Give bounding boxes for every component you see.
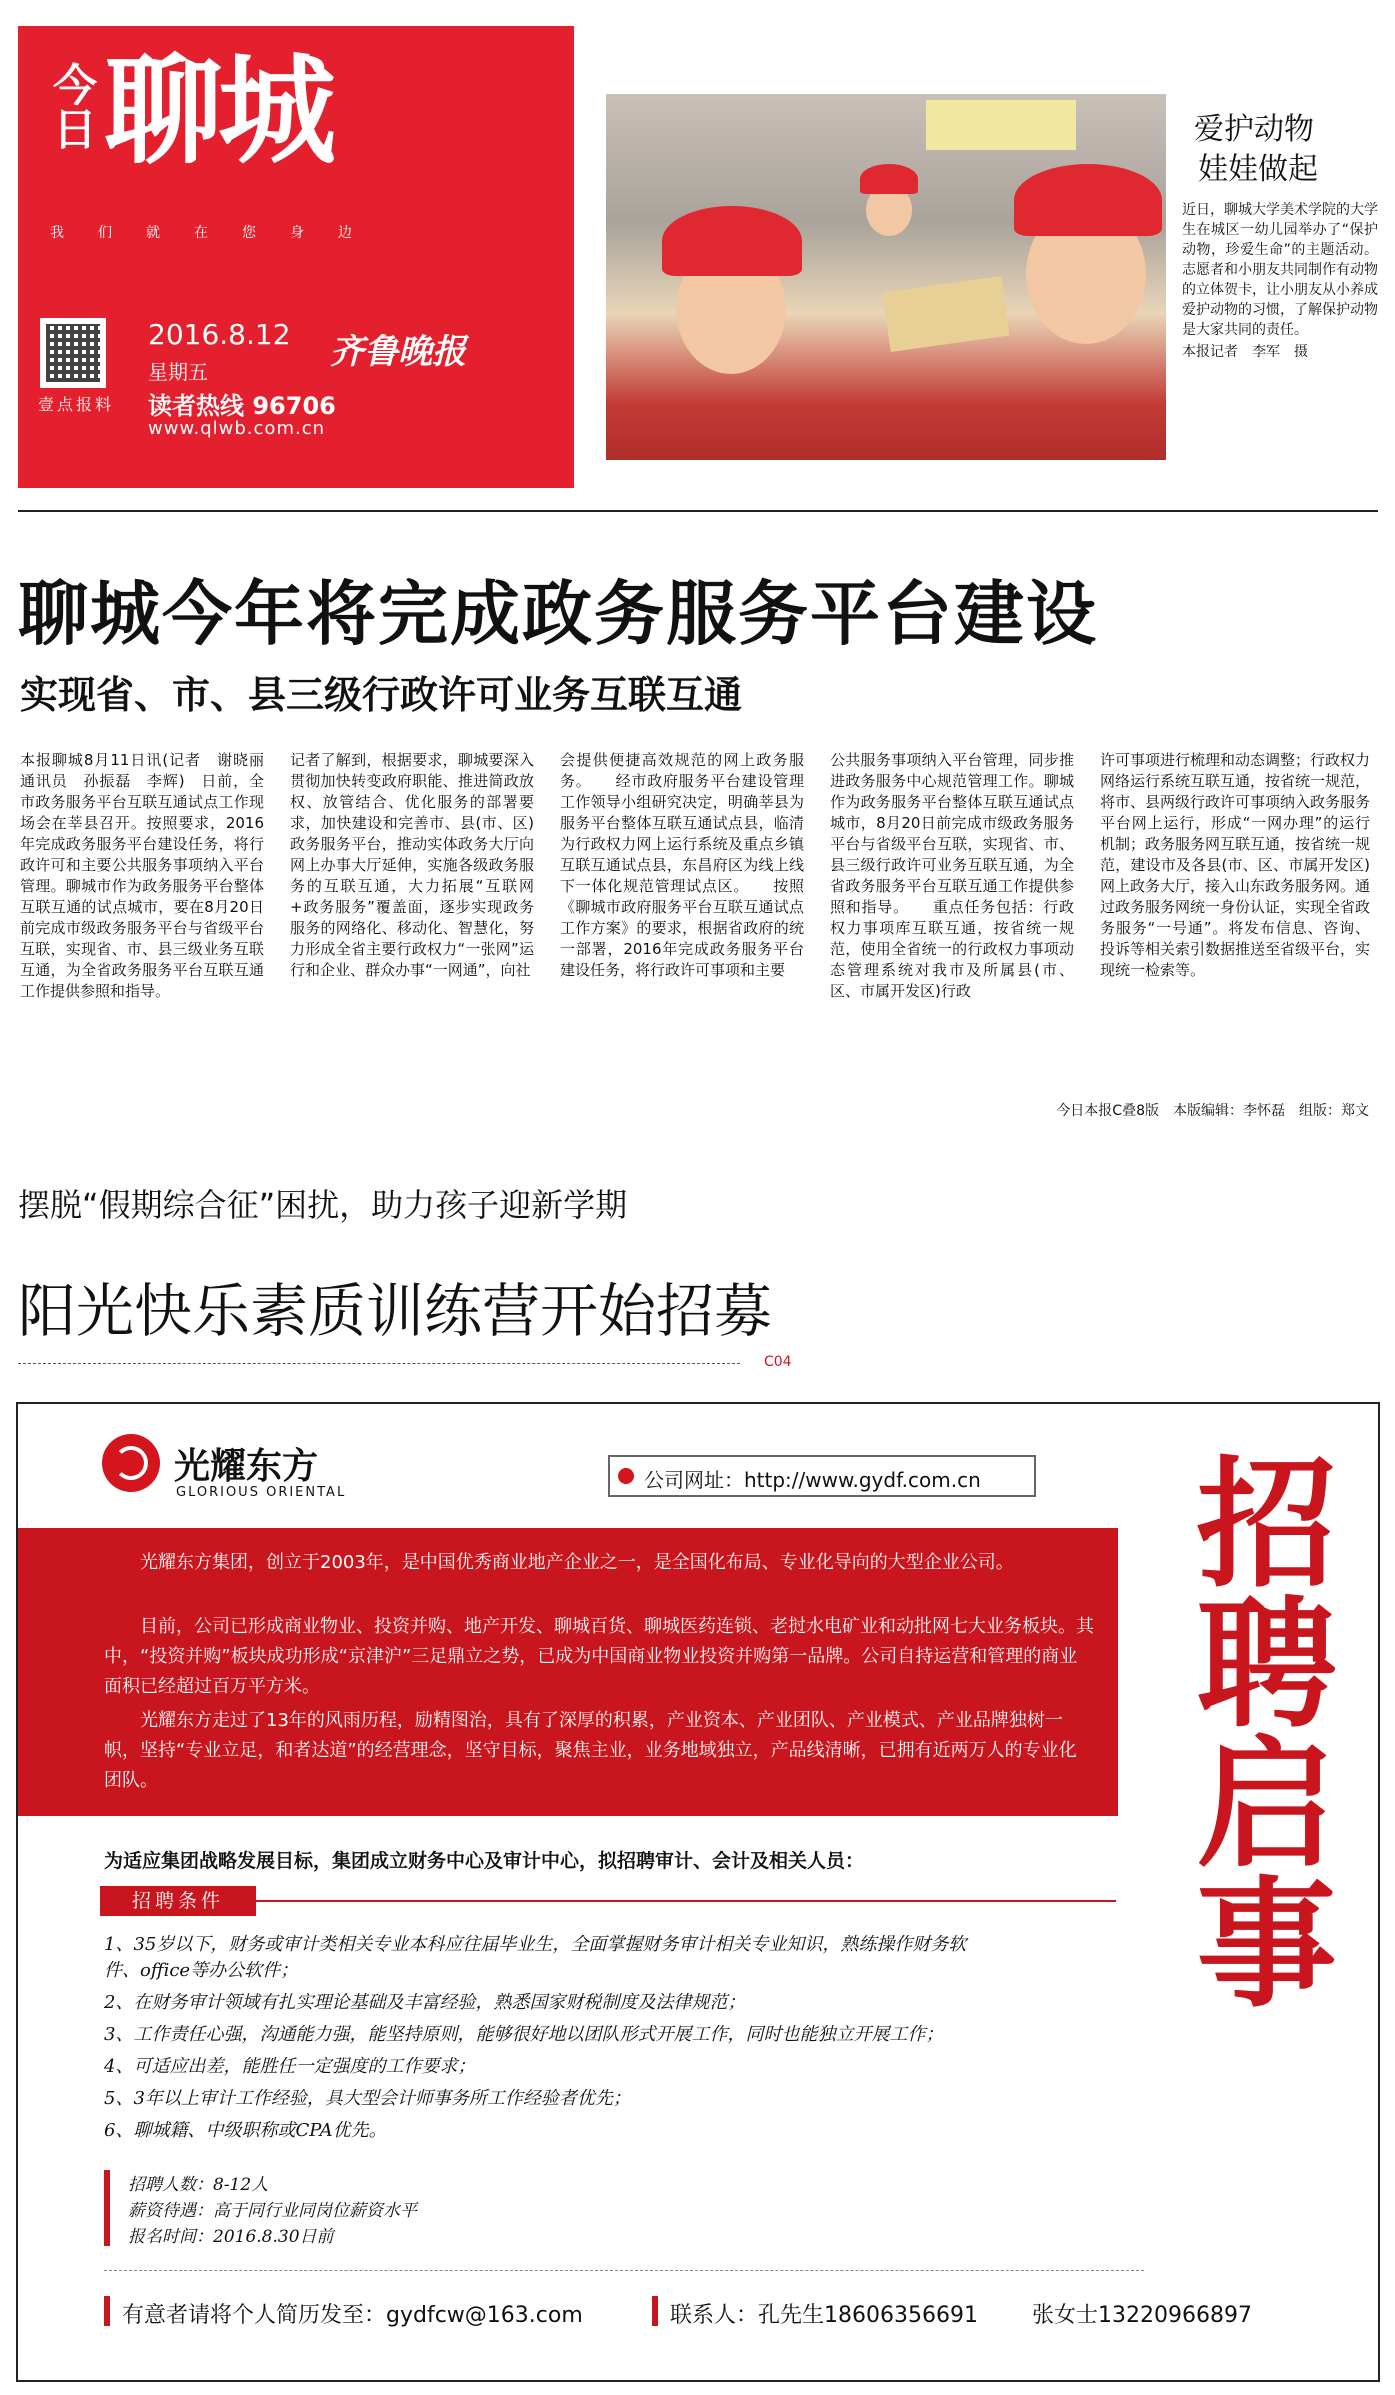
- news-photo: [606, 94, 1166, 460]
- company-name: 光耀东方: [174, 1446, 319, 1487]
- paper-name: 齐鲁晚报: [330, 332, 466, 372]
- company-name-en: GLORIOUS ORIENTAL: [176, 1485, 347, 1500]
- photo-caption-text: 近日，聊城大学美术学院的大学生在城区一幼儿园举办了“保护动物，珍爱生命”的主题活动。志愿者和小朋友共同制作有动物的立体贺卡，让小朋友从小养成爱护动物的习惯，了解保护动物是大家共同的责任。: [1182, 202, 1378, 338]
- teaser-rule: [18, 1363, 740, 1364]
- footer-bar: [104, 2296, 110, 2326]
- contact-phone-1[interactable]: 联系人：孔先生18606356691: [670, 2303, 978, 2328]
- footer-bar: [652, 2296, 658, 2326]
- contact-phone-2[interactable]: 张女士13220966897: [1032, 2303, 1252, 2328]
- url-bullet-icon: [618, 1468, 634, 1484]
- article-column-5: 许可事项进行梳理和动态调整；行政权力网络运行系统互联互通，按省统一规范，将市、县两级行政许可事项纳入政务服务平台网上运行，形成“一网办理”的运行机制；政务服务网互联互通，按省统一规范，建设市及各县(市、区、市属开发区)网上政务大厅，接入山东政务服务网。通过政务服务网统一身份认证，实现全省政务服务“一号通”。将发布信息、咨询、投诉等相关索引数据推送至省级平台，实现统一检索等。: [1100, 751, 1371, 979]
- condition-item: 4、可适应出差，能胜任一定强度的工作要求；: [104, 2056, 476, 2077]
- paper-url[interactable]: www.qlwb.com.cn: [148, 418, 325, 439]
- summary-deadline: 报名时间：2016.8.30日前: [128, 2227, 334, 2247]
- article-column-4: 公共服务事项纳入平台管理，同步推进政务服务中心规范管理工作。聊城作为政务服务平台整体互联互通试点城市，8月20日前完成市级政务服务平台与省级平台互联，实现省、市、县三级行政许可业务互联互通，为全省政务服务平台互联互通工作提供参照和指导。 重点任务包括：行政权力事项库互联互通，按省统一规范，使用全省统一的行政权力事项动态管理系统对我市及所属县(市、区、市属开发区)行政: [830, 751, 1074, 1000]
- article-column-2: 记者了解到，根据要求，聊城要深入贯彻加快转变政府职能、推进简政放权、放管结合、优化服务的部署要求，加快建设和完善市、县(市、区)政务服务平台，推动实体政务大厅向网上办事大厅延伸，实施各级政务服务的互联互通，大力拓展“互联网+政务服务”覆盖面，逐步实现政务服务的网络化、移动化、智慧化，努力形成全省主要行政权力“一张网”运行和企业、群众办事“一网通”，向社: [290, 751, 534, 979]
- photo-title-line2: 娃娃做起: [1198, 152, 1318, 187]
- qr-caption: 壹点报料: [38, 395, 115, 414]
- lead-subhead: 实现省、市、县三级行政许可业务互联互通: [20, 673, 743, 717]
- condition-item: 1、35岁以下，财务或审计类相关专业本科应往届毕业生，全面掌握财务审计相关专业知识，熟练操作财务软件、office等办公软件；: [104, 1934, 967, 1981]
- red-cap: [662, 206, 802, 276]
- banner: [926, 100, 1076, 150]
- reader-hotline: 读者热线 96706: [148, 392, 336, 420]
- red-cap: [1014, 164, 1162, 236]
- condition-item: 5、3年以上审计工作经验，具大型会计师事务所工作经验者优先；: [104, 2088, 631, 2109]
- animal-card: [882, 276, 1009, 352]
- intro-paragraph: 目前，公司已形成商业物业、投资并购、地产开发、聊城百货、聊城医药连锁、老挝水电矿业和动批网七大业务板块。其中，“投资并购”板块成功形成“京津沪”三足鼎立之势，已成为中国商业物业投资并购第一品牌。公司自持运营和管理的商业面积已经超过百万平方米。: [104, 1616, 1094, 1697]
- issue-date: 2016.8.12: [148, 318, 291, 351]
- conditions-tag: 招聘条件: [100, 1886, 256, 1916]
- issue-weekday: 星期五: [148, 360, 208, 384]
- summary-salary: 薪资待遇：高于同行业同岗位薪资水平: [128, 2201, 417, 2221]
- lead-headline[interactable]: 聊城今年将完成政务服务平台建设: [18, 573, 1098, 655]
- footer-rule: [104, 2270, 1144, 2271]
- article-column-3: 会提供便捷高效规范的网上政务服务。 经市政府服务平台建设管理工作领导小组研究决定，明确莘县为服务平台整体互联互通试点县，临清为行政权力网上运行系统及重点乡镇互联互通试点县，东昌府区为线上线下一体化规范管理试点区。 按照《聊城市政府服务平台互联互通试点工作方案》的要求，根据省政府的统一部署，2016年完成政务服务平台建设任务，将行政许可事项和主要: [560, 751, 804, 979]
- teaser-page-ref[interactable]: C04: [764, 1354, 792, 1370]
- divider: [18, 510, 1378, 512]
- photo-credit: 本报记者 李军 摄: [1182, 344, 1308, 360]
- masthead-slogan: 我们就在您身边: [50, 225, 386, 241]
- condition-item: 6、聊城籍、中级职称或CPA优先。: [104, 2120, 387, 2141]
- apply-email[interactable]: 有意者请将个人简历发至：gydfcw@163.com: [122, 2303, 583, 2328]
- red-cap: [860, 164, 918, 194]
- photo-title: [1194, 110, 1318, 190]
- photo-title-line1: 爱护动物: [1194, 112, 1314, 147]
- photo-caption: [1182, 200, 1378, 362]
- intro-paragraph: 光耀东方走过了13年的风雨历程，励精图治，具有了深厚的积累，产业资本、产业团队、产业模式、产业品牌独树一帜，坚持“专业立足，和者达道”的经营理念，坚守目标，聚焦主业，业务地域独立，产品线清晰，已拥有近两万人的专业化团队。: [104, 1710, 1077, 1791]
- page-credit: 今日本报C叠8版 本版编辑：李怀磊 组版：郑文: [1056, 1103, 1369, 1119]
- ad-vertical-title: 招聘启事: [1173, 1450, 1337, 2010]
- teaser-title[interactable]: 阳光快乐素质训练营开始招募: [18, 1277, 773, 1345]
- logo-prefix: 今日: [45, 62, 96, 150]
- article-column-1: 本报聊城8月11日讯(记者 谢晓丽 通讯员 孙振磊 李辉) 日前，全市政务服务平台互联互通试点工作现场会在莘县召开。按照要求，2016年完成政务服务平台建设任务，将行政许可和主要公共服务事项纳入平台管理。聊城市作为政务服务平台整体互联互通的试点城市，要在8月20日前完成市级政务服务平台与省级平台互联，实现省、市、县三级业务互联互通，为全省政务服务平台互联互通工作提供参照和指导。: [20, 751, 280, 1000]
- logo-mark-icon: [114, 1446, 148, 1480]
- qr-code-pattern: [46, 324, 100, 382]
- conditions-rule: [256, 1900, 1116, 1902]
- masthead: [18, 26, 574, 488]
- condition-item: 3、工作责任心强，沟通能力强，能坚持原则，能够很好地以团队形式开展工作，同时也能独立开展工作；: [104, 2024, 944, 2045]
- summary-bar: [104, 2170, 110, 2246]
- recruit-intro: 为适应集团战略发展目标，集团成立财务中心及审计中心，拟招聘审计、会计及相关人员：: [104, 1850, 865, 1872]
- summary-headcount: 招聘人数：8-12人: [128, 2175, 269, 2195]
- condition-item: 2、在财务审计领域有扎实理论基础及丰富经验，熟悉国家财税制度及法律规范；: [104, 1992, 746, 2013]
- masthead-logo: 聊城: [104, 42, 333, 180]
- company-url[interactable]: 公司网址：http://www.gydf.com.cn: [644, 1468, 981, 1492]
- teaser-subtitle: 摆脱“假期综合征”困扰，助力孩子迎新学期: [18, 1186, 628, 1224]
- intro-paragraph: 光耀东方集团，创立于2003年，是中国优秀商业地产企业之一，是全国化布局、专业化导向的大型企业公司。: [140, 1552, 1014, 1573]
